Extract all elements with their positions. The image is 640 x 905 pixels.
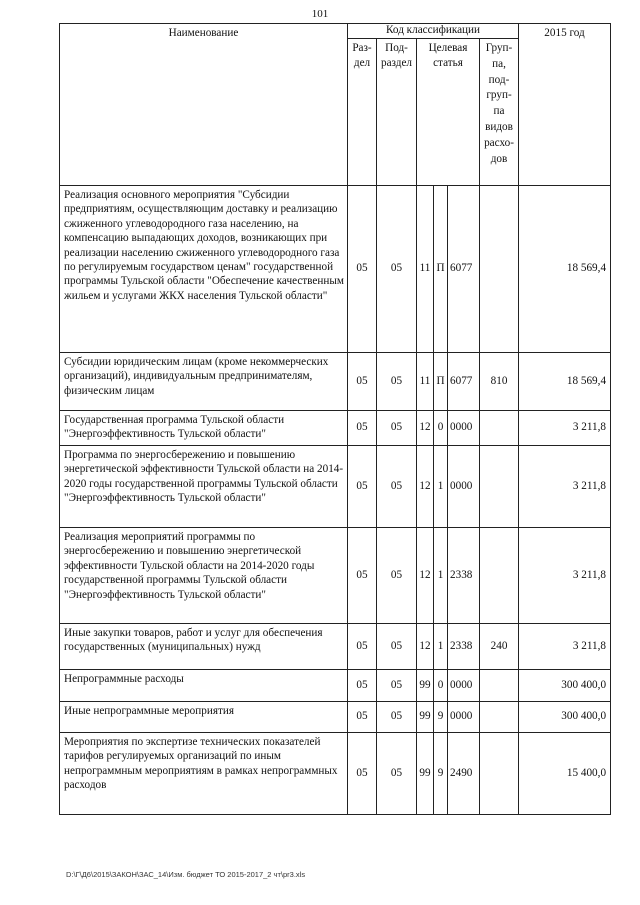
header-subsection: Под- раздел (377, 39, 417, 186)
row-target-2: 1 (434, 624, 448, 670)
row-target-2: П (434, 186, 448, 353)
row-target-3: 6077 (448, 353, 480, 411)
row-section: 05 (348, 528, 377, 624)
row-target-1: 12 (417, 411, 434, 446)
row-subsection: 05 (377, 733, 417, 815)
row-amount: 3 211,8 (519, 446, 611, 528)
table-row (60, 186, 611, 353)
row-section: 05 (348, 186, 377, 353)
table-row (60, 702, 611, 733)
row-target-1: 11 (417, 186, 434, 353)
row-subsection: 05 (377, 353, 417, 411)
budget-table (59, 23, 611, 815)
row-subsection: 05 (377, 446, 417, 528)
row-target-1: 99 (417, 670, 434, 702)
row-target-2: 9 (434, 702, 448, 733)
header-target-article: Целевая статья (417, 39, 480, 186)
table-row (60, 411, 611, 446)
row-section: 05 (348, 624, 377, 670)
table-row (60, 670, 611, 702)
row-subsection: 05 (377, 624, 417, 670)
row-section: 05 (348, 670, 377, 702)
header-name: Наименование (60, 24, 348, 186)
row-target-2: П (434, 353, 448, 411)
row-subsection: 05 (377, 411, 417, 446)
row-name: Иные непрограммные мероприятия (60, 702, 348, 733)
table-row (60, 733, 611, 815)
row-target-3: 0000 (448, 411, 480, 446)
header-year: 2015 год (519, 24, 611, 186)
row-name: Программа по энергосбережению и повышению энергетической эффективности Тульской области на 2014-2020 годы государственной программы Тульской области "Энергоэффективность Тульской области" (60, 446, 348, 528)
row-group (480, 528, 519, 624)
row-target-1: 12 (417, 446, 434, 528)
row-name: Реализация мероприятий программы по энергосбережению и повышению энергетической эффективности Тульской области на 2014-2020 годы государственной программы Тульской области "Энергоэффективность Тульской области" (60, 528, 348, 624)
header-group: Груп- па, под- груп- па видов расхо- дов (480, 39, 519, 186)
row-target-3: 2490 (448, 733, 480, 815)
row-name: Мероприятия по экспертизе технических показателей тарифов регулируемых организаций по иным непрограммным мероприятиям в рамках непрограммных расходов (60, 733, 348, 815)
table-row (60, 446, 611, 528)
row-subsection: 05 (377, 670, 417, 702)
row-name: Непрограммные расходы (60, 670, 348, 702)
row-group: 810 (480, 353, 519, 411)
row-section: 05 (348, 733, 377, 815)
row-group (480, 186, 519, 353)
row-target-3: 6077 (448, 186, 480, 353)
row-target-1: 99 (417, 702, 434, 733)
row-subsection: 05 (377, 702, 417, 733)
row-amount: 3 211,8 (519, 411, 611, 446)
row-amount: 18 569,4 (519, 353, 611, 411)
footer-file-path: D:\Г\Д6\2015\ЗАКОН\ЗАС_14\Изм. бюджет ТО 2015-2017_2 чт\pr3.xls (66, 870, 306, 879)
row-target-2: 9 (434, 733, 448, 815)
row-name: Субсидии юридическим лицам (кроме некоммерческих организаций), индивидуальным предпринимателям, физическим лицам (60, 353, 348, 411)
row-target-3: 0000 (448, 702, 480, 733)
row-target-2: 1 (434, 528, 448, 624)
row-group: 240 (480, 624, 519, 670)
table-row (60, 528, 611, 624)
row-section: 05 (348, 411, 377, 446)
table-row (60, 353, 611, 411)
row-target-3: 0000 (448, 446, 480, 528)
row-name: Государственная программа Тульской области "Энергоэффективность Тульской области" (60, 411, 348, 446)
row-section: 05 (348, 353, 377, 411)
row-amount: 3 211,8 (519, 528, 611, 624)
row-target-1: 12 (417, 528, 434, 624)
row-group (480, 411, 519, 446)
row-target-3: 2338 (448, 528, 480, 624)
page-number: 101 (311, 8, 329, 20)
row-amount: 18 569,4 (519, 186, 611, 353)
row-section: 05 (348, 446, 377, 528)
row-group (480, 670, 519, 702)
row-group (480, 446, 519, 528)
row-target-3: 0000 (448, 670, 480, 702)
row-target-2: 0 (434, 670, 448, 702)
row-target-1: 99 (417, 733, 434, 815)
row-amount: 300 400,0 (519, 702, 611, 733)
row-target-1: 11 (417, 353, 434, 411)
table-row (60, 624, 611, 670)
row-amount: 300 400,0 (519, 670, 611, 702)
header-classification: Код классификации (348, 24, 519, 39)
row-target-2: 1 (434, 446, 448, 528)
row-subsection: 05 (377, 528, 417, 624)
row-name: Иные закупки товаров, работ и услуг для обеспечения государственных (муниципальных) нужд (60, 624, 348, 670)
row-amount: 3 211,8 (519, 624, 611, 670)
row-group (480, 702, 519, 733)
row-group (480, 733, 519, 815)
row-target-1: 12 (417, 624, 434, 670)
row-target-2: 0 (434, 411, 448, 446)
row-amount: 15 400,0 (519, 733, 611, 815)
row-target-3: 2338 (448, 624, 480, 670)
row-subsection: 05 (377, 186, 417, 353)
header-section: Раз- дел (348, 39, 377, 186)
row-name: Реализация основного мероприятия "Субсидии предприятиям, осуществляющим доставку и реализацию сжиженного углеводородного газа населению, на компенсацию выпадающих доходов, возникающих при реализации населению сжиженного углеводородного газа по регулируемым государством ценам" государственной программы Тульской области "Обеспечение качественным жильем и услугами ЖКХ населения Тульской области" (60, 186, 348, 353)
row-section: 05 (348, 702, 377, 733)
